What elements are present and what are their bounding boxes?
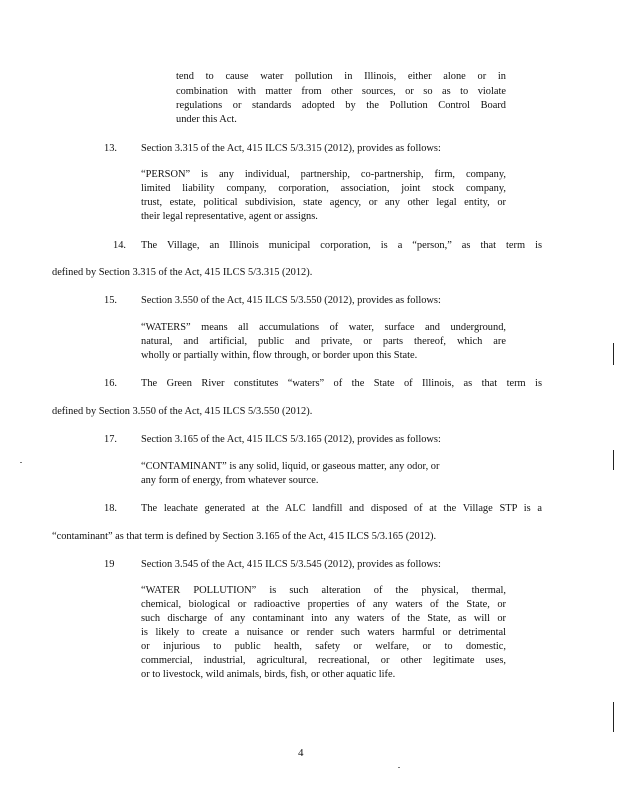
quote-line: combination with matter from other sources, or so as to violate xyxy=(176,86,506,97)
quote-line: their legal representative, agent or assigns. xyxy=(141,211,318,222)
quote-line: trust, estate, political subdivision, state agency, or any other legal entity, or xyxy=(141,197,506,208)
paragraph-number: 15. xyxy=(104,295,117,306)
quote-line: “WATERS” means all accumulations of water, surface and underground, xyxy=(141,322,506,333)
paragraph-number: 19 xyxy=(104,559,115,570)
paragraph-text: “contaminant” as that term is defined by Section 3.165 of the Act, 415 ILCS 5/3.165 (2012). xyxy=(52,531,437,542)
quote-line: wholly or partially within, flow through, or border upon this State. xyxy=(141,350,418,361)
paragraph-number: 16. xyxy=(104,378,117,389)
quote-line: or injurious to public health, safety or welfare, or to domestic, xyxy=(141,641,506,652)
paragraph-number: 14. xyxy=(113,240,126,251)
paragraph-text: defined by Section 3.550 of the Act, 415 ILCS 5/3.550 (2012). xyxy=(52,406,313,417)
paragraph-text: Section 3.550 of the Act, 415 ILCS 5/3.550 (2012), provides as follows: xyxy=(141,295,441,306)
paragraph-text: Section 3.315 of the Act, 415 ILCS 5/3.315 (2012), provides as follows: xyxy=(141,143,441,154)
scan-speck xyxy=(398,767,400,768)
quote-line: “WATER POLLUTION” is such alteration of the physical, thermal, xyxy=(141,585,506,596)
quote-line: “PERSON” is any individual, partnership, co-partnership, firm, company, xyxy=(141,169,506,180)
quote-line: any form of energy, from whatever source. xyxy=(141,475,319,486)
margin-change-bar xyxy=(613,450,614,470)
paragraph-number: 13. xyxy=(104,143,117,154)
paragraph-number: 18. xyxy=(104,503,117,514)
quote-line: chemical, biological or radioactive properties of any waters of the State, or xyxy=(141,599,506,610)
scan-speck xyxy=(20,462,22,463)
paragraph-text: The Green River constitutes “waters” of the State of Illinois, as that term is xyxy=(141,378,542,389)
quote-line: limited liability company, corporation, association, joint stock company, xyxy=(141,183,506,194)
quote-line: such discharge of any contaminant into any waters of the State, as will or xyxy=(141,613,506,624)
quote-line: or to livestock, wild animals, birds, fish, or other aquatic life. xyxy=(141,669,396,680)
paragraph-text: Section 3.165 of the Act, 415 ILCS 5/3.165 (2012), provides as follows: xyxy=(141,434,441,445)
quote-line: natural, and artificial, public and private, or parts thereof, which are xyxy=(141,336,506,347)
paragraph-text: The Village, an Illinois municipal corporation, is a “person,” as that term is xyxy=(141,240,542,251)
quote-line: tend to cause water pollution in Illinois, either alone or in xyxy=(176,71,506,82)
quote-line: is likely to create a nuisance or render such waters harmful or detrimental xyxy=(141,627,506,638)
margin-change-bar xyxy=(613,702,614,732)
quote-line: “CONTAMINANT” is any solid, liquid, or gaseous matter, any odor, or xyxy=(141,461,440,472)
quote-line: regulations or standards adopted by the Pollution Control Board xyxy=(176,100,506,111)
paragraph-text: Section 3.545 of the Act, 415 ILCS 5/3.545 (2012), provides as follows: xyxy=(141,559,441,570)
paragraph-text: The leachate generated at the ALC landfill and disposed of at the Village STP is a xyxy=(141,503,542,514)
quote-line: under this Act. xyxy=(176,114,237,125)
margin-change-bar xyxy=(613,343,614,365)
quote-line: commercial, industrial, agricultural, recreational, or other legitimate uses, xyxy=(141,655,506,666)
paragraph-text: defined by Section 3.315 of the Act, 415 ILCS 5/3.315 (2012). xyxy=(52,267,313,278)
page-number: 4 xyxy=(298,747,304,759)
paragraph-number: 17. xyxy=(104,434,117,445)
